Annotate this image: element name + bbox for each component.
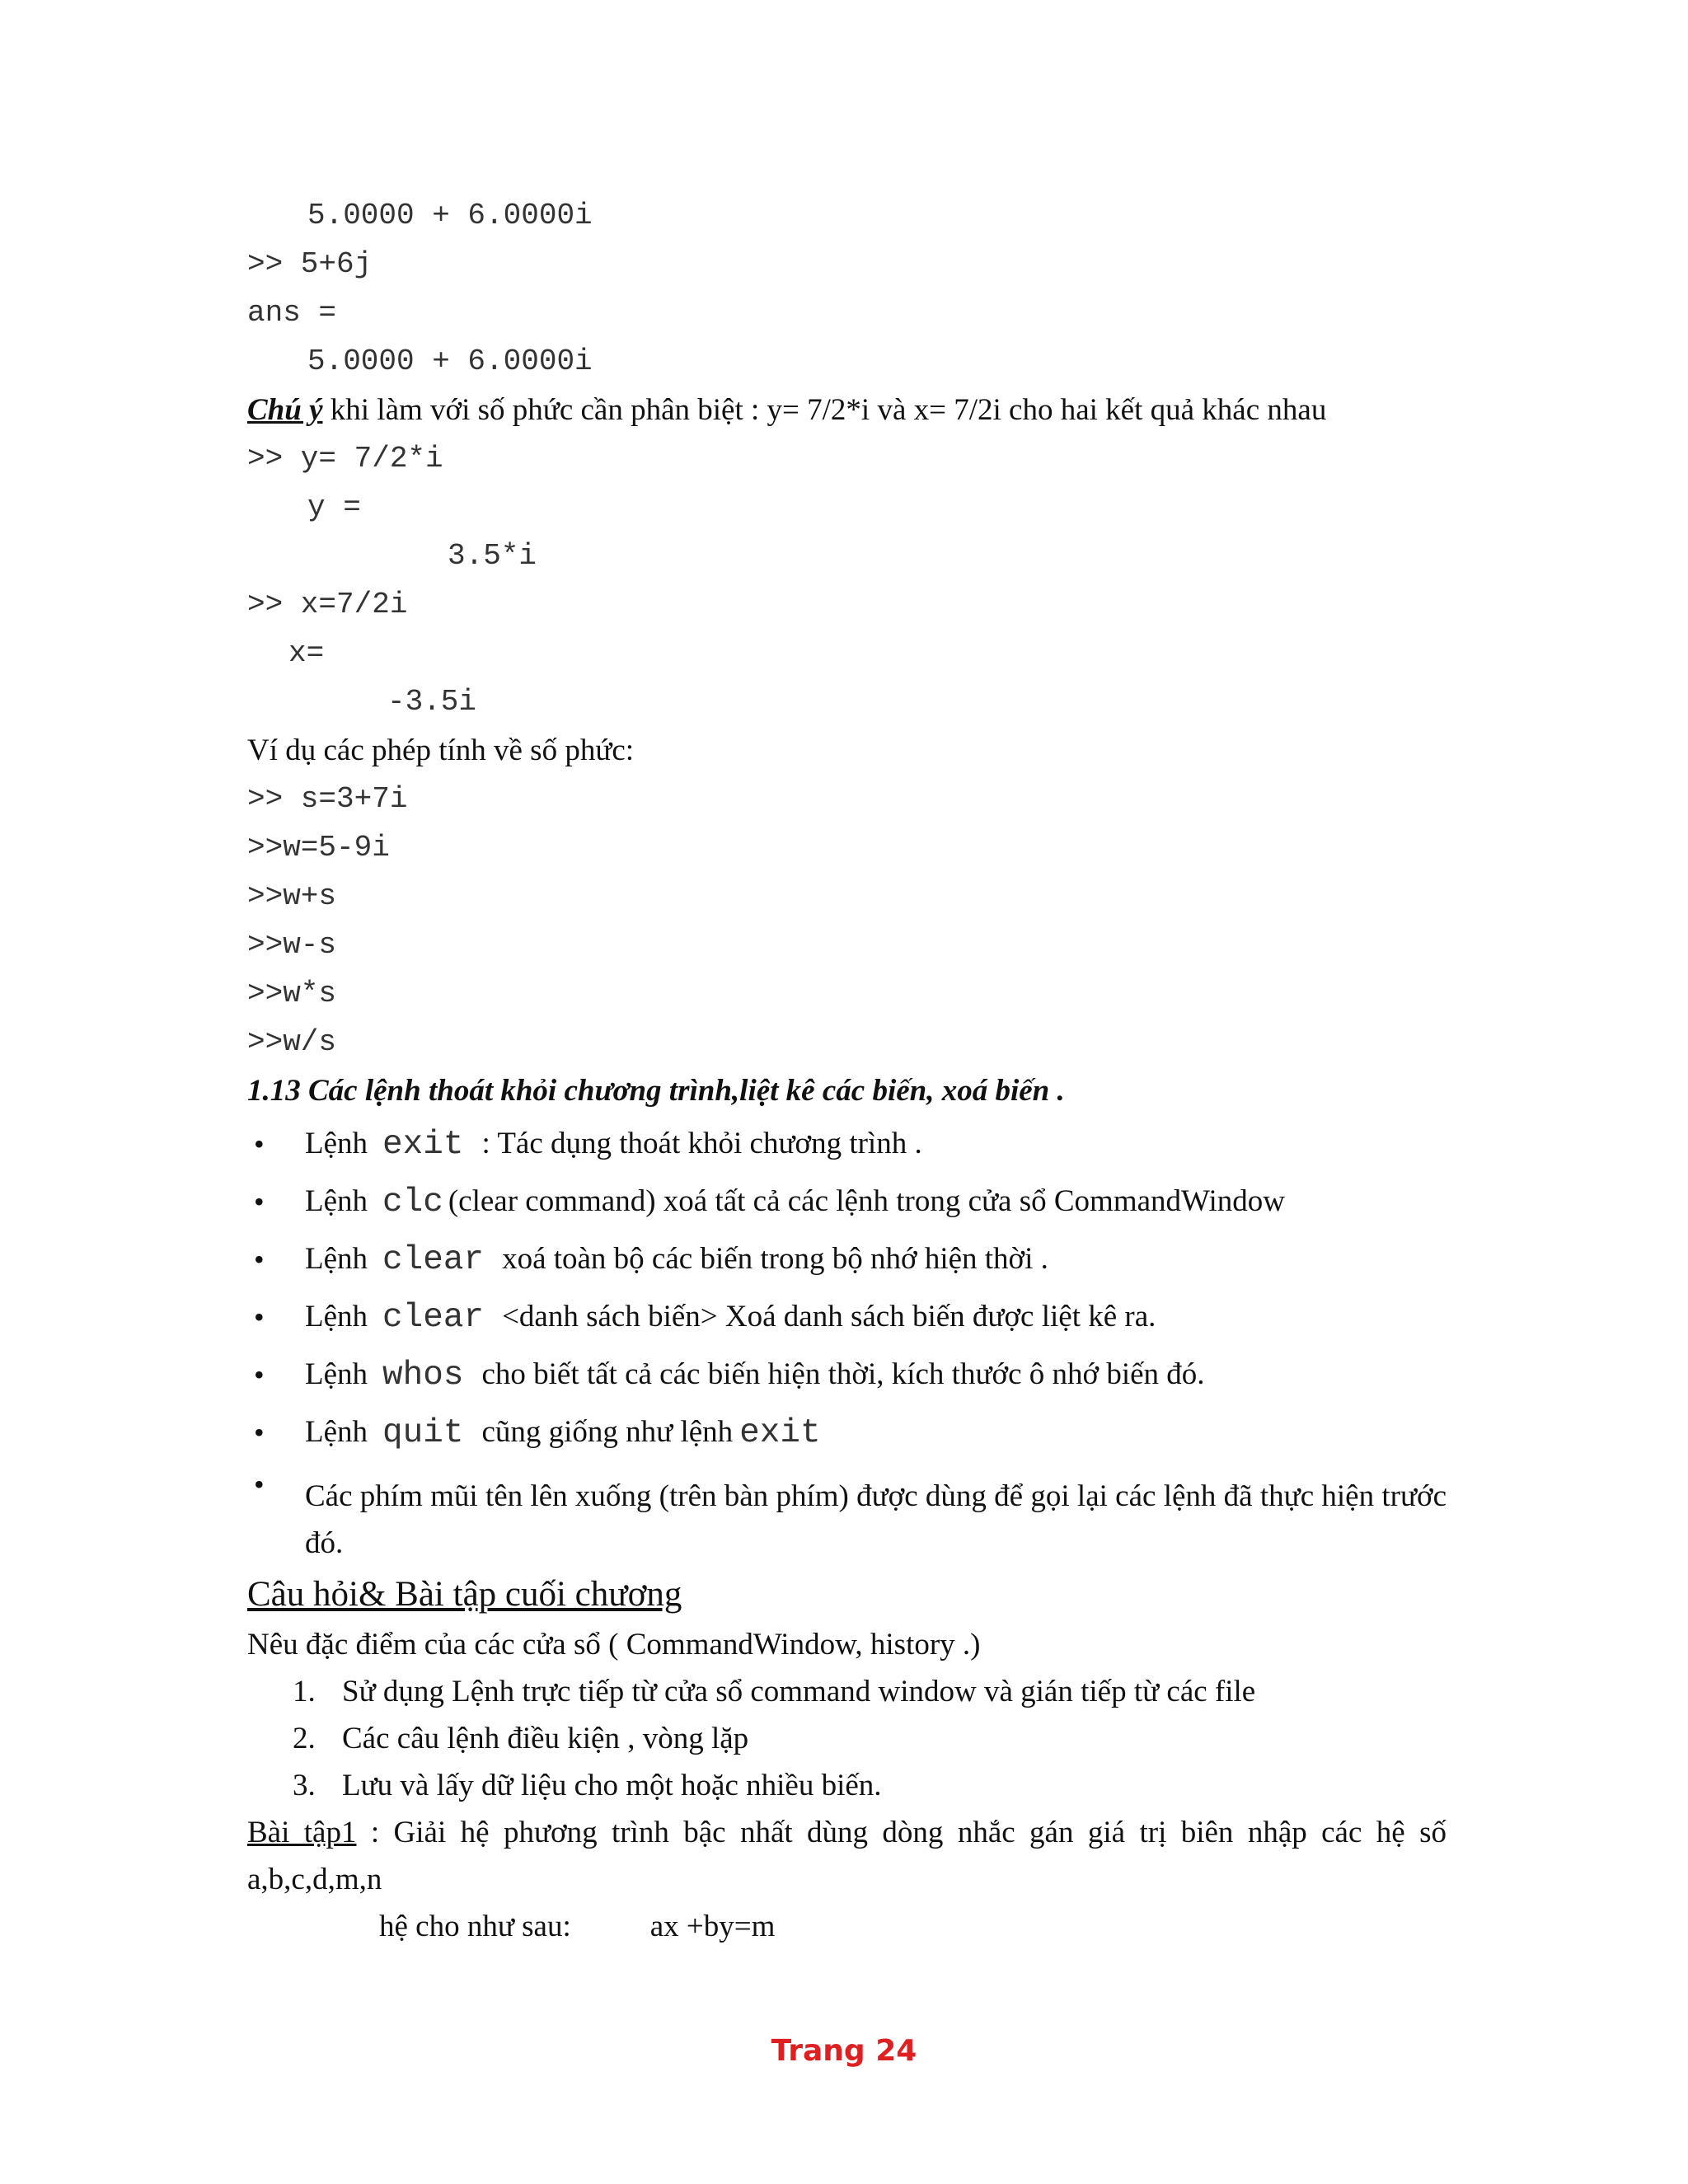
command-keyword: exit [739,1414,821,1452]
chapter-questions-title: Câu hỏi& Bài tập cuối chương [247,1575,682,1614]
code-output-line: 5.0000 + 6.0000i [307,199,593,232]
command-description: <danh sách biến> Xoá danh sách biến được liệt kê ra. [502,1300,1156,1333]
exercise-system [247,1903,1447,1950]
page-number: Trang 24 [771,2034,917,2068]
system-label: hệ cho như sau: [379,1910,571,1943]
command-prefix: Lệnh [305,1184,368,1218]
command-keyword: clc [382,1183,443,1221]
command-description: cho biết tất cả các biến hiện thời, kích thước ô nhớ biến đó. [481,1357,1205,1391]
exercise-paragraph [247,1809,1447,1903]
code-output-line: 3.5*i [448,539,537,573]
code-command-line: >> x=7/2i [247,588,408,621]
question-list [247,1668,1447,1809]
command-keyword: whos [382,1357,464,1394]
command-prefix: Lệnh [305,1357,368,1391]
note-text: khi làm với số phức cần phân biệt : y= 7/2*i và x= 7/2i cho hai kết quả khác nhau [322,393,1327,427]
command-keyword: exit [382,1126,464,1164]
code-command-line: >> 5+6j [247,247,373,281]
question-number: 1. [293,1675,316,1708]
code-command-line: >>w-s [247,928,337,962]
question-number: 2. [293,1722,316,1755]
list-item [247,1404,1447,1461]
code-output-line: y = [307,490,361,524]
question-text: Sử dụng Lệnh trực tiếp từ cửa sổ command window và gián tiếp từ các file [342,1675,1256,1708]
code-command-line: >> s=3+7i [247,782,408,816]
code-command-line: >> y= 7/2*i [247,442,443,476]
command-description: xoá toàn bộ các biến trong bộ nhớ hiện thời . [502,1242,1048,1276]
exercise-text: : Giải hệ phương trình bậc nhất dùng dòng nhắc gán giá trị biên nhập các hệ số a,b,c,d,m,n [247,1816,1447,1896]
list-item [247,1346,1447,1404]
code-output-line: x= [288,636,325,670]
list-item [247,1288,1447,1346]
code-output-line: -3.5i [387,685,477,719]
command-description: : Tác dụng thoát khỏi chương trình . [481,1127,922,1160]
code-command-line: >>w*s [247,977,337,1010]
question-number: 3. [293,1769,316,1802]
page-content [247,191,1447,1950]
list-item [247,1173,1447,1230]
list-item [247,1668,1447,1715]
section-title: 1.13 Các lệnh thoát khỏi chương trình,liệt kê các biến, xoá biến . [247,1074,1065,1108]
list-item [247,1115,1447,1173]
command-keyword: clear [382,1241,485,1279]
question-text: Các câu lệnh điều kiện , vòng lặp [342,1722,749,1755]
example-intro: Ví dụ các phép tính về số phức: [247,733,635,767]
list-item [247,1230,1447,1288]
command-list [247,1115,1447,1567]
list-item [247,1715,1447,1762]
system-equation: ax +by=m [649,1910,776,1943]
code-command-line: >>w+s [247,879,337,913]
command-prefix: Lệnh [305,1127,368,1160]
code-command-line: >>w/s [247,1025,337,1059]
code-output-line: ans = [247,296,337,330]
note-label: Chú ý [247,393,323,427]
question-intro: Nêu đặc điểm của các cửa sổ ( CommandWindow, history .) [247,1628,981,1661]
command-description: cũng giống như lệnh [481,1415,734,1449]
code-command-line: >>w=5-9i [247,831,390,865]
note-paragraph [247,386,1447,434]
command-keyword: quit [382,1414,464,1452]
command-prefix: Lệnh [305,1300,368,1333]
command-prefix: Lệnh [305,1242,368,1276]
question-text: Lưu và lấy dữ liệu cho một hoặc nhiều biến. [342,1769,882,1802]
list-item: • Các phím mũi tên lên xuống (trên bàn phím) được dùng để gọi lại các lệnh đã thực hiện trước đó. [247,1461,1447,1567]
exercise-label: Bài tập1 [247,1816,357,1849]
command-keyword: clear [382,1299,485,1337]
command-prefix: Lệnh [305,1415,368,1449]
command-description: (clear command) xoá tất cả các lệnh trong cửa sổ CommandWindow [448,1184,1285,1218]
list-item [247,1762,1447,1809]
code-output-line: 5.0000 + 6.0000i [307,344,593,378]
